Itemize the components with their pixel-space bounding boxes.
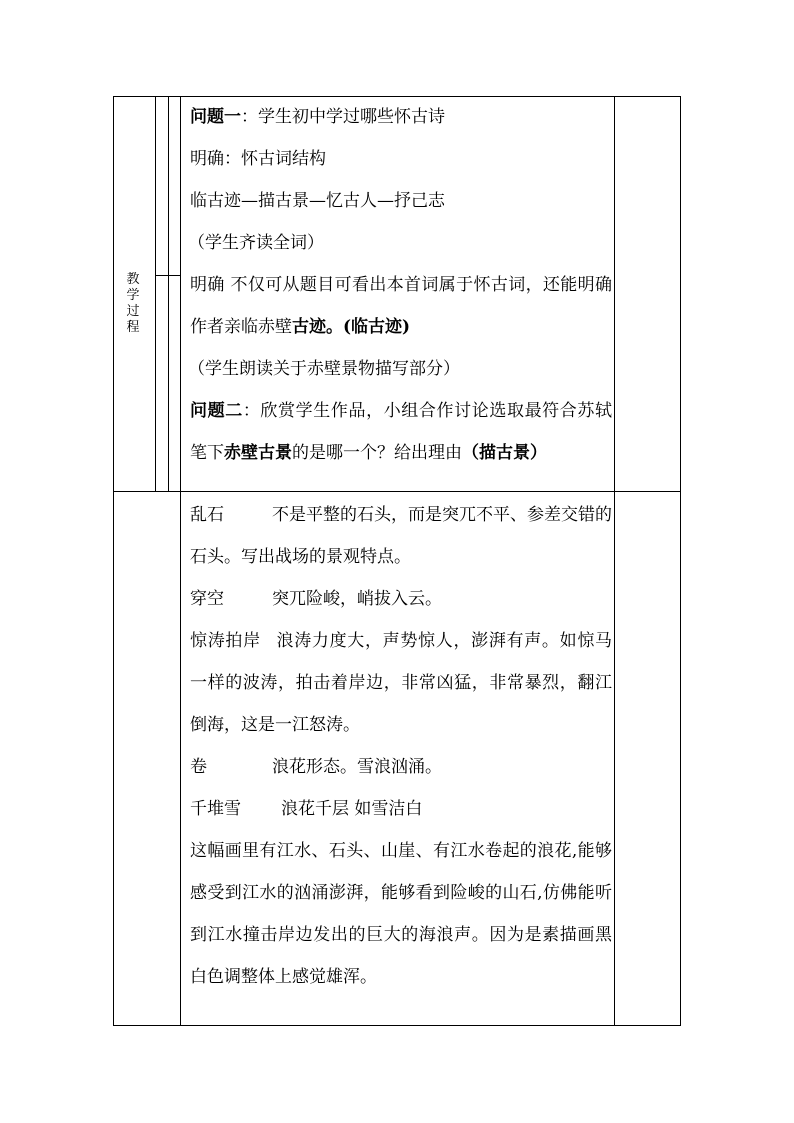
vocab-desc: 突兀险峻，峭拔入云。 <box>272 589 442 609</box>
question-one-label: 问题一 <box>190 107 241 127</box>
question-two <box>190 390 612 474</box>
note-two: （学生朗读关于赤壁景物描写部分） <box>188 359 460 379</box>
vocab-desc: 浪花形态。雪浪汹涌。 <box>272 757 442 777</box>
vocab-desc: 浪涛力度大，声势惊人，澎湃有声。如惊马一样的波涛，拍击着岸边，非常凶猛，非常暴烈，翻江倒海，这是一江怒涛。 <box>190 631 613 735</box>
row-divider <box>113 491 681 492</box>
question-one <box>190 96 445 138</box>
inner-column-divider-2 <box>168 96 169 492</box>
question-two-tag: （描古景） <box>462 443 547 463</box>
content-right-border <box>614 96 615 1026</box>
summary-paragraph: 这幅画里有江水、石头、山崖、有江水卷起的浪花,能够感受到江水的汹涌澎湃，能够看到险峻的山石,仿佛能听到江水撞击岸边发出的巨大的海浪声。因为是素描画黑白色调整体上感觉雄浑。 <box>190 841 612 987</box>
question-two-text-a: ：欣赏学生作品，小组合作讨论选取最符合苏轼笔下 <box>190 401 613 463</box>
table-right-border <box>680 96 681 1026</box>
clarify-two <box>190 264 612 348</box>
vocab-item <box>190 788 422 830</box>
vocab-desc: 不是平整的石头，而是突兀不平、参差交错的石头。写出战场的景观特点。 <box>190 505 612 567</box>
inner-column-divider-1 <box>155 96 156 492</box>
side-label: 教学过程 <box>126 272 140 335</box>
vocab-item <box>190 620 612 746</box>
content-left-border <box>180 96 181 1026</box>
vocab-item <box>190 494 612 578</box>
table-bottom-border <box>113 1025 681 1026</box>
question-two-text-c: 的是哪一个？给出理由 <box>292 443 462 463</box>
vocab-term: 乱石 <box>190 505 224 525</box>
clarify-one: 明确：怀古词结构 <box>190 149 326 169</box>
vocab-desc: 浪花千层 如雪洁白 <box>281 799 423 819</box>
table-left-border <box>113 96 114 1026</box>
vocab-item <box>190 578 442 620</box>
structure-line: 临古迹—描古景—忆古人—抒己志 <box>190 191 445 211</box>
inner-tick <box>156 275 181 276</box>
vocab-term: 穿空 <box>190 589 224 609</box>
note-one: （学生齐读全词） <box>188 233 324 253</box>
question-one-text: ：学生初中学过哪些怀古诗 <box>241 107 445 127</box>
clarify-two-text: 明确 不仅可从题目可看出本首词属于怀古词，还能明确作者亲临赤壁 <box>190 275 612 337</box>
question-two-highlight: 赤壁古景 <box>224 443 292 463</box>
vocab-term: 惊涛拍岸 <box>190 631 261 651</box>
question-two-label: 问题二 <box>190 401 243 421</box>
vocab-term: 千堆雪 <box>190 799 241 819</box>
vocab-item <box>190 746 442 788</box>
vocab-term: 卷 <box>190 757 207 777</box>
clarify-two-bold: 古迹。(临古迹) <box>292 317 411 337</box>
